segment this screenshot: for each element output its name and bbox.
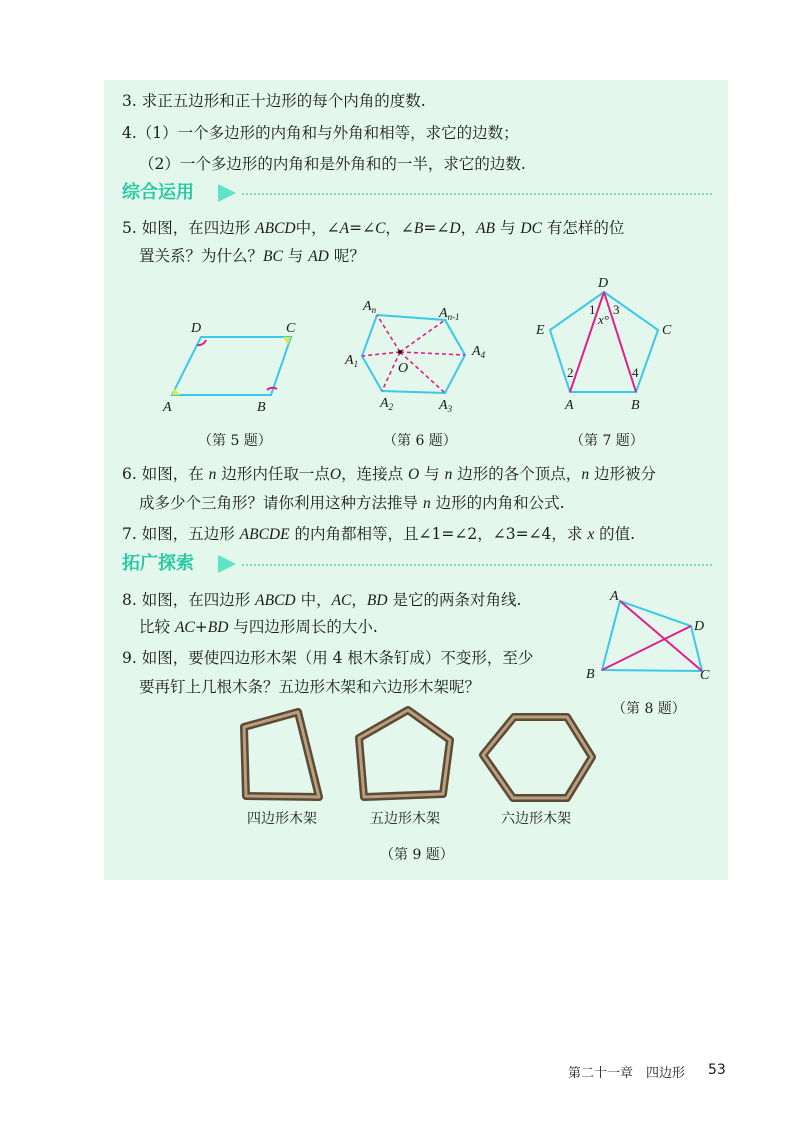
vertex-label-b: B	[257, 400, 266, 415]
text: 成多少个三角形？请你利用这种方法推导	[139, 494, 419, 512]
section-comprehensive	[122, 180, 712, 206]
text: 8. 如图，在四边形	[122, 591, 251, 609]
math-text: AD	[308, 248, 329, 265]
vertex-label-d: D	[598, 276, 609, 291]
math-text: B	[413, 220, 424, 237]
exercise-4-part-2	[139, 154, 526, 174]
vertex-label-d: D	[694, 619, 705, 634]
math-text: A	[339, 220, 350, 237]
math-text: BD	[207, 619, 229, 636]
figure-6-caption: （第 6 题）	[383, 433, 457, 449]
figure-7-caption: （第 7 题）	[570, 433, 644, 449]
section-title: 拓广探索	[122, 553, 194, 574]
text: 与四边形周长的大小.	[233, 618, 378, 636]
frame-4-label: 四边形木架	[247, 811, 317, 827]
diagonal-da	[570, 292, 604, 392]
exercise-6-line-1	[122, 464, 656, 485]
figure-5-caption: （第 5 题）	[198, 433, 272, 449]
text: 边形的内角和公式.	[435, 494, 565, 512]
vertex-label-a: A	[163, 400, 172, 415]
exercise-5-line-1	[122, 218, 624, 239]
text: ，	[460, 219, 477, 237]
text: 5. 如图，在四边形	[122, 219, 251, 237]
math-text: n	[208, 466, 217, 483]
diagonal-ac	[620, 601, 705, 671]
math-text: AC	[174, 619, 195, 636]
text: 比较	[139, 618, 171, 636]
math-text: x	[587, 526, 595, 543]
math-text: n	[422, 495, 431, 512]
text: 置关系？为什么？	[139, 247, 264, 265]
figure-8-quadrilateral	[580, 586, 720, 686]
section-divider	[242, 564, 712, 566]
math-text: ABCD	[255, 220, 296, 237]
text: 6. 如图，在	[122, 465, 204, 483]
quadrilateral-shape	[602, 601, 705, 671]
frame-quadrilateral	[244, 712, 319, 797]
section-title: 综合运用	[122, 182, 194, 203]
parallelogram-shape	[172, 337, 291, 395]
text: 与	[499, 219, 516, 237]
text: 9. 如图，要使四边形木架（用 4 根木条钉成）不变形，至少	[122, 649, 534, 667]
math-text: AB	[476, 220, 496, 237]
math-text: O	[408, 466, 420, 483]
angle-label-1: 1	[589, 302, 596, 317]
math-text: C	[375, 220, 386, 237]
text: 7. 如图，五边形	[122, 525, 235, 543]
text: 的内角都相等，且∠1=∠2，∠3=∠4，求	[294, 525, 583, 543]
page-number: 53	[708, 1062, 726, 1078]
math-text: DC	[520, 220, 542, 237]
exercise-8-line-2	[139, 617, 378, 638]
section-arrow-icon	[218, 184, 236, 202]
vertex-label-a4: $A_4$	[472, 344, 486, 360]
vertex-label-a1: $A_1$	[345, 353, 359, 369]
figure-5-parallelogram	[150, 310, 310, 420]
text: 中，∠	[295, 219, 340, 237]
vertex-label-b: B	[631, 398, 640, 413]
text: 有怎样的位	[546, 219, 625, 237]
exercise-4-part-1	[122, 123, 519, 143]
text: 与	[287, 247, 304, 265]
text: 是它的两条对角线.	[392, 591, 522, 609]
diagonal-bd	[602, 626, 691, 670]
vertex-label-e: E	[536, 323, 545, 338]
angle-label-2: 2	[567, 365, 574, 380]
text: ，∠	[385, 219, 414, 237]
vertex-label-a: A	[610, 589, 619, 604]
text: 与	[424, 465, 440, 483]
angle-label-x: x°	[598, 312, 609, 327]
text: 边形内任取一点	[221, 465, 330, 483]
angle-label-4: 4	[632, 365, 639, 380]
text: +	[194, 618, 208, 636]
text: 边形的各个顶点，	[457, 465, 582, 483]
exercise-7	[122, 524, 635, 545]
vertex-label-an: $A_n$	[363, 299, 377, 315]
text: =∠	[423, 219, 450, 237]
frame-5-label: 五边形木架	[370, 811, 440, 827]
vertex-label-c: C	[662, 323, 672, 338]
text: 边形被分	[594, 465, 657, 483]
text: ，连接点	[341, 465, 404, 483]
math-text: ABCD	[255, 592, 296, 609]
exercise-4-2-text: （2）一个多边形的内角和是外角和的一半，求它的边数.	[139, 155, 526, 173]
exercise-9-line-1	[122, 648, 533, 668]
figure-6-polygon	[340, 294, 500, 420]
section-arrow-icon	[218, 555, 236, 573]
vertex-label-a2: $A_2$	[380, 396, 394, 412]
frame-pentagon	[359, 710, 450, 797]
center-label-o: O	[398, 361, 409, 376]
text: =∠	[349, 219, 376, 237]
exercise-3	[122, 91, 426, 111]
math-text: ABCDE	[239, 526, 290, 543]
frame-hexagon	[483, 717, 592, 798]
math-text: AC	[331, 592, 352, 609]
math-text: O	[329, 466, 342, 483]
vertex-label-a: A	[565, 398, 574, 413]
section-divider	[242, 193, 712, 195]
text: 中，	[300, 591, 332, 609]
math-text: D	[449, 220, 461, 237]
figure-7-pentagon	[530, 274, 690, 420]
vertex-label-an-1: $A_{n-1}$	[439, 306, 460, 322]
figure-8-caption: （第 8 题）	[612, 701, 686, 717]
math-text: BD	[366, 592, 388, 609]
exercise-4-1-text: 4.（1）一个多边形的内角和与外角和相等，求它的边数；	[122, 124, 519, 142]
text: 的值.	[599, 525, 636, 543]
angle-label-3: 3	[613, 302, 620, 317]
exercise-3-text: 3. 求正五边形和正十边形的每个内角的度数.	[122, 92, 426, 110]
exercise-9-line-2	[139, 677, 480, 697]
center-point-o	[398, 350, 402, 354]
vertex-label-a3: $A_3$	[439, 398, 453, 414]
exercise-5-line-2	[139, 246, 365, 267]
exercise-8-line-1	[122, 590, 521, 611]
chapter-title: 第二十一章 四边形	[568, 1066, 686, 1081]
vertex-label-d: D	[191, 321, 202, 336]
math-text: BC	[263, 248, 283, 265]
text: ，	[351, 591, 367, 609]
math-text: n	[581, 466, 590, 483]
vertex-label-c: C	[286, 321, 296, 336]
vertex-label-c: C	[700, 668, 710, 683]
text: 呢？	[333, 247, 365, 265]
text: 要再钉上几根木条？五边形木架和六边形木架呢？	[139, 678, 481, 696]
vertex-label-b: B	[586, 667, 595, 682]
section-explore	[122, 551, 712, 577]
figure-9-wood-frames	[230, 700, 610, 810]
math-text: n	[444, 466, 453, 483]
frame-6-label: 六边形木架	[501, 811, 571, 827]
figure-9-caption: （第 9 题）	[380, 847, 454, 863]
exercise-6-line-2	[139, 493, 565, 514]
